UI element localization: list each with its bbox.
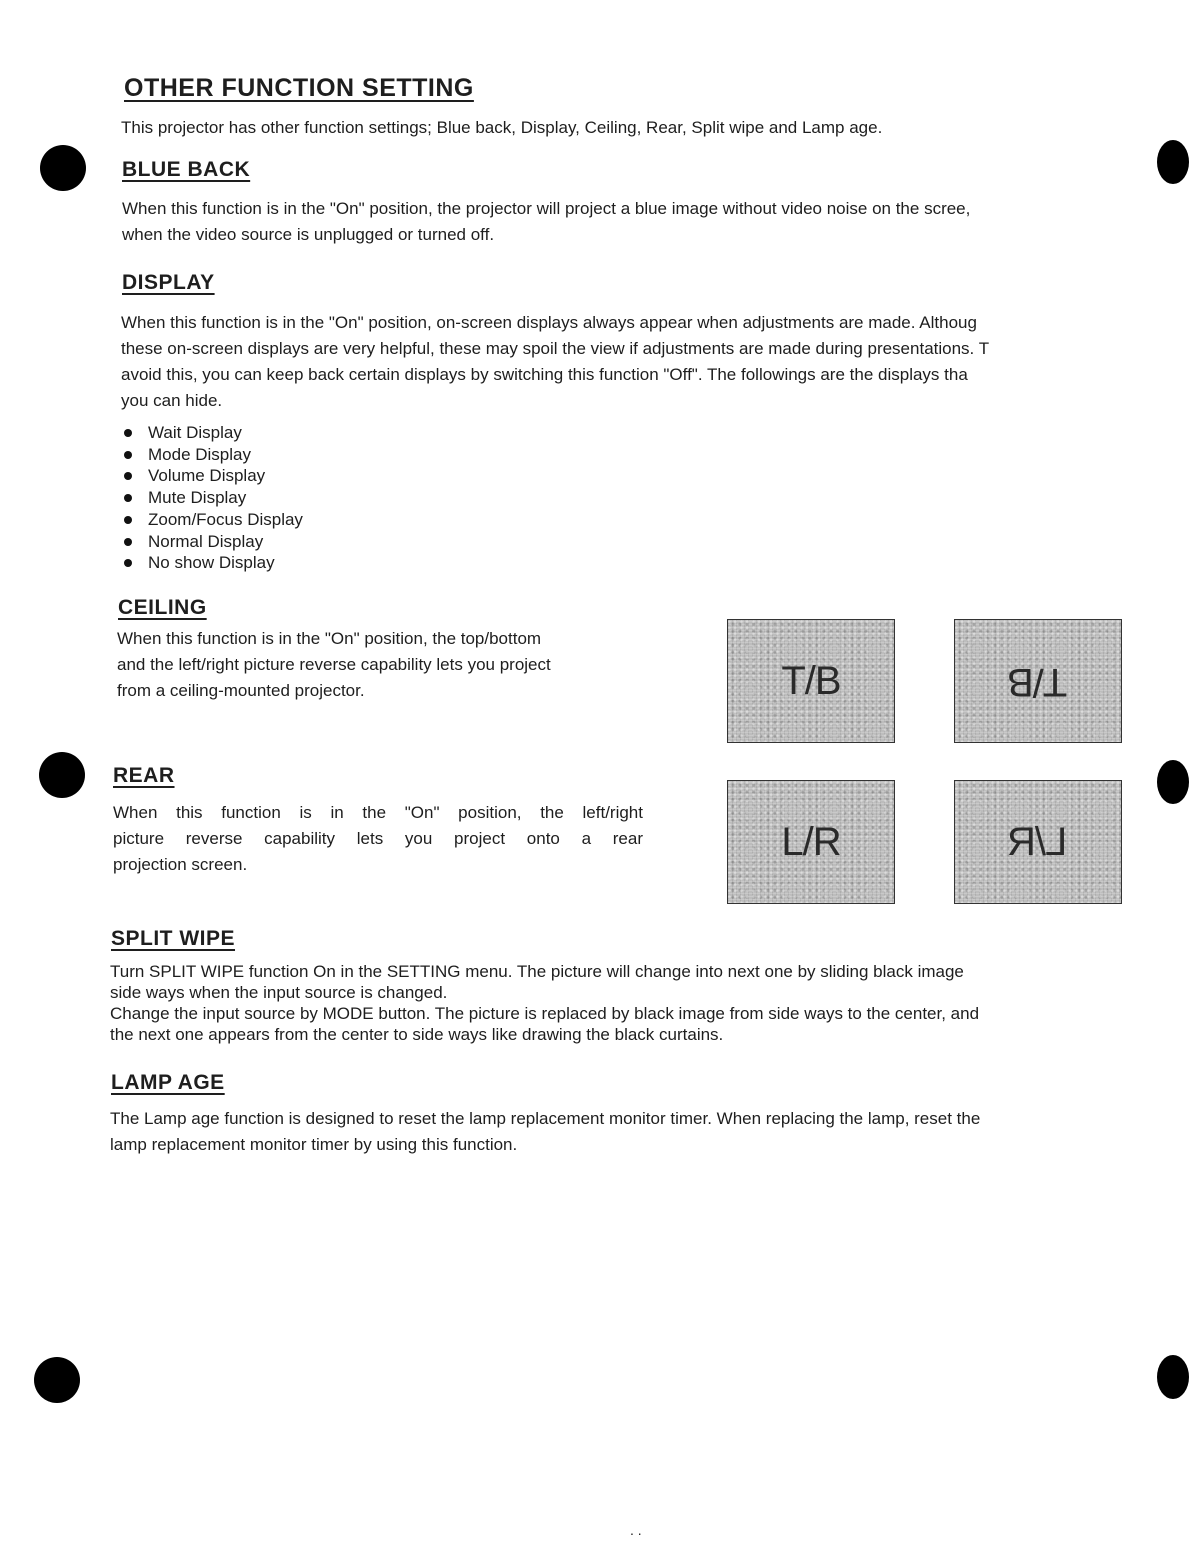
ceiling-heading: CEILING: [118, 596, 207, 619]
lamp-age-text: [110, 1106, 1189, 1158]
lamp-age-line-1: The Lamp age function is designed to reset the lamp replacement monitor timer. When replacing the lamp, reset the: [110, 1109, 981, 1128]
display-heading: DISPLAY: [122, 271, 215, 294]
list-item: No show Display: [121, 552, 303, 574]
list-item: Volume Display: [121, 465, 303, 487]
split-wipe-heading: SPLIT WIPE: [111, 927, 236, 950]
binder-hole-bottom-left: [34, 1357, 80, 1403]
rear-normal-image: [727, 780, 895, 904]
split-wipe-line-2: side ways when the input source is changed.: [110, 983, 448, 1002]
intro-text: This projector has other function settings; Blue back, Display, Ceiling, Rear, Split wipe and Lamp age.: [121, 118, 883, 137]
binder-hole-top-right: [1157, 140, 1189, 184]
list-item: Zoom/Focus Display: [121, 509, 303, 531]
rear-text: [113, 800, 643, 878]
display-line-3: avoid this, you can keep back certain displays by switching this function "Off". The followings are the displays tha: [121, 365, 968, 384]
binder-hole-top-left: [40, 145, 86, 191]
lamp-age-heading: LAMP AGE: [111, 1071, 225, 1094]
ceiling-text: [117, 626, 657, 704]
list-item: Wait Display: [121, 422, 303, 444]
hideable-displays-list: [121, 422, 303, 574]
ceiling-normal-image: [727, 619, 895, 743]
rear-line-3: projection screen.: [113, 855, 248, 874]
rear-reversed-label: L/R: [1008, 819, 1068, 864]
blue-back-heading: BLUE BACK: [122, 158, 251, 181]
binder-hole-middle-left: [39, 752, 85, 798]
page-number: . .: [630, 1522, 642, 1538]
rear-line-1: When this function is in the "On" position, the left/right: [113, 803, 643, 822]
split-wipe-text: [110, 961, 1189, 1045]
ceiling-reversed-image: [954, 619, 1122, 743]
split-wipe-line-1: Turn SPLIT WIPE function On in the SETTING menu. The picture will change into next one by sliding black image: [110, 962, 964, 981]
list-item: Mute Display: [121, 487, 303, 509]
binder-hole-middle-right: [1157, 760, 1189, 804]
lamp-age-line-2: lamp replacement monitor timer by using this function.: [110, 1135, 518, 1154]
split-wipe-line-3: Change the input source by MODE button. The picture is replaced by black image from side ways to the center, and: [110, 1004, 980, 1023]
display-text: [121, 310, 1189, 414]
split-wipe-line-4: the next one appears from the center to side ways like drawing the black curtains.: [110, 1025, 724, 1044]
ceiling-reversed-label: T/B: [1008, 659, 1068, 704]
rear-normal-label: L/R: [781, 819, 841, 864]
blue-back-line-2: when the video source is unplugged or turned off.: [122, 225, 495, 244]
page-title: OTHER FUNCTION SETTING: [124, 74, 474, 102]
display-line-4: you can hide.: [121, 391, 223, 410]
rear-heading: REAR: [113, 764, 175, 787]
display-line-2: these on-screen displays are very helpful, these may spoil the view if adjustments are made during presentations. T: [121, 339, 990, 358]
list-item: Mode Display: [121, 444, 303, 466]
ceiling-line-1: When this function is in the "On" position, the top/bottom: [117, 629, 542, 648]
list-item: Normal Display: [121, 531, 303, 553]
ceiling-line-3: from a ceiling-mounted projector.: [117, 681, 365, 700]
ceiling-normal-label: T/B: [781, 658, 841, 703]
binder-hole-bottom-right: [1157, 1355, 1189, 1399]
ceiling-line-2: and the left/right picture reverse capability lets you project: [117, 655, 551, 674]
blue-back-text: [122, 196, 1189, 248]
rear-line-2: picture reverse capability lets you project onto a rear: [113, 829, 643, 848]
rear-reversed-image: [954, 780, 1122, 904]
blue-back-line-1: When this function is in the "On" position, the projector will project a blue image without video noise on the scree,: [122, 199, 971, 218]
display-line-1: When this function is in the "On" position, on-screen displays always appear when adjustments are made. Althoug: [121, 313, 977, 332]
